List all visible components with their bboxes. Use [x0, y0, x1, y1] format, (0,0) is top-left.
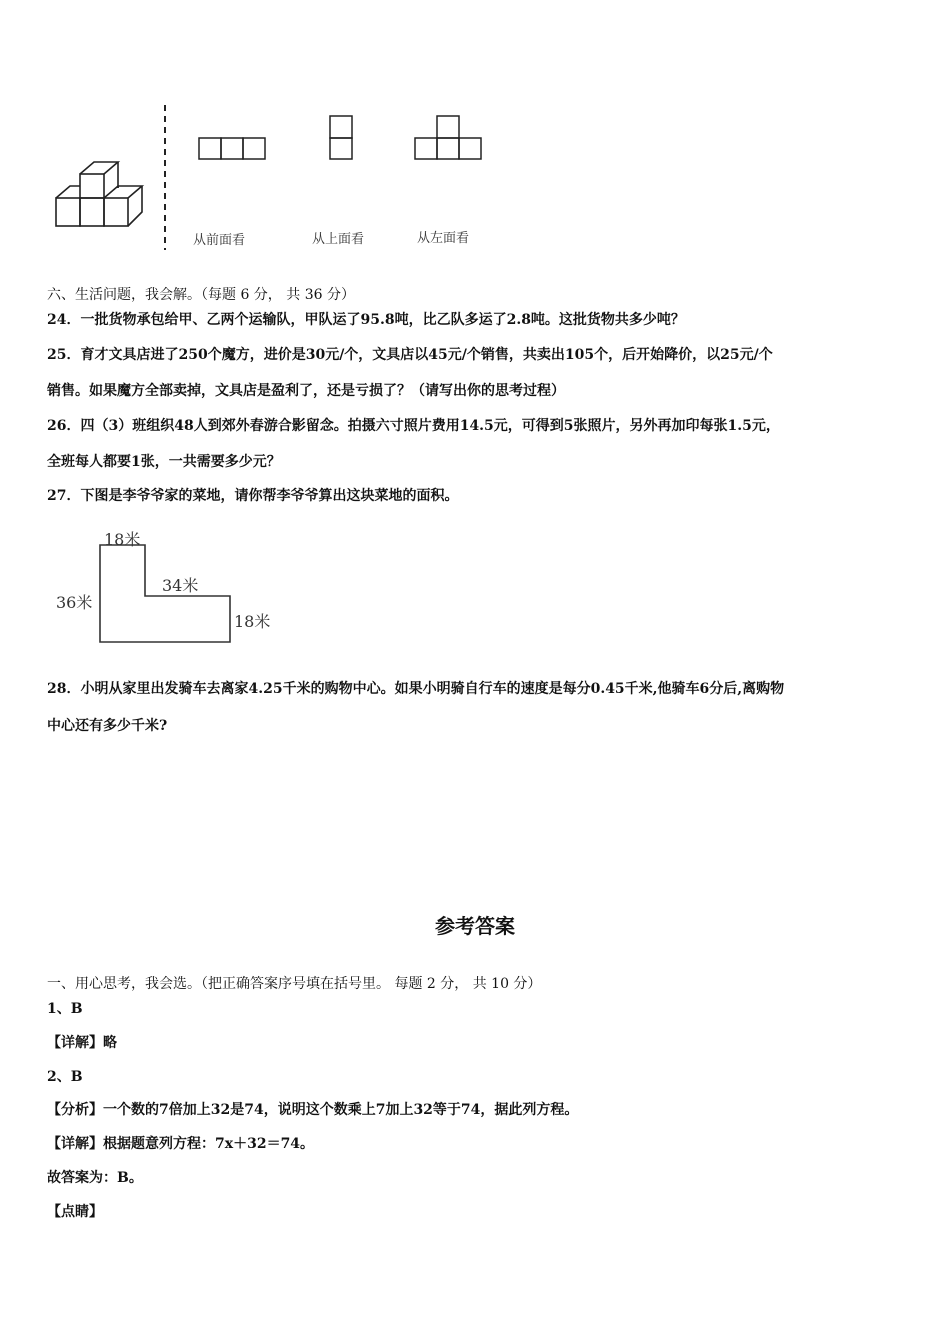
answer-1-detail: 【详解】略 — [47, 1035, 117, 1051]
answers-section-1-heading: 一、用心思考，我会选。（把正确答案序号填在括号里。 每题 2 分， 共 10 分） — [47, 976, 542, 992]
left-view-label: 从左面看 — [417, 231, 470, 246]
question-28-line-1: 28．小明从家里出发骑车去离家4.25千米的购物中心。如果小明骑自行车的速度是每分0.45千米,他骑车6分后,离购物 — [47, 681, 785, 697]
top-view-shape — [330, 116, 352, 159]
field-middle-label: 34米 — [162, 576, 199, 595]
field-left-label: 36米 — [56, 593, 93, 612]
answer-2: 2、B — [47, 1069, 83, 1085]
answer-2-analysis: 【分析】一个数的7倍加上32是74，说明这个数乘上7加上32等于74，据此列方程。 — [47, 1102, 579, 1118]
answers-title: 参考答案 — [435, 914, 515, 938]
top-view-label: 从上面看 — [312, 232, 365, 247]
left-view-shape — [415, 116, 481, 159]
section-6-heading: 六、生活问题，我会解。（每题 6 分， 共 36 分） — [47, 287, 355, 303]
question-25-line-1: 25．育才文具店进了250个魔方，进价是30元/个，文具店以45元/个销售，共卖出105个，后开始降价，以25元/个 — [47, 347, 773, 363]
question-26-line-1: 26．四（3）班组织48人到郊外春游合影留念。拍摄六寸照片费用14.5元，可得到5张照片，另外再加印每张1.5元， — [47, 418, 780, 434]
field-right-label: 18米 — [234, 612, 271, 631]
question-24: 24．一批货物承包给甲、乙两个运输队，甲队运了95.8吨，比乙队多运了2.8吨。这批货物共多少吨？ — [47, 312, 685, 328]
answer-1: 1、B — [47, 1001, 83, 1017]
front-view-label: 从前面看 — [193, 233, 246, 248]
field-top-label: 18米 — [104, 530, 141, 549]
answer-2-point: 【点睛】 — [47, 1204, 103, 1220]
question-25-line-2: 销售。如果魔方全部卖掉，文具店是盈利了，还是亏损了？（请写出你的思考过程） — [47, 383, 565, 399]
question-26-line-2: 全班每人都要1张，一共需要多少元？ — [47, 454, 281, 470]
front-view-shape — [199, 138, 265, 159]
question-28-line-2: 中心还有多少千米? — [47, 718, 168, 734]
question-27: 27．下图是李爷爷家的菜地，请你帮李爷爷算出这块菜地的面积。 — [47, 488, 459, 504]
cube-stack — [56, 162, 142, 226]
answer-2-detail: 【详解】根据题意列方程：7x＋32＝74。 — [47, 1136, 315, 1152]
answer-2-conclusion: 故答案为：B。 — [47, 1170, 143, 1186]
